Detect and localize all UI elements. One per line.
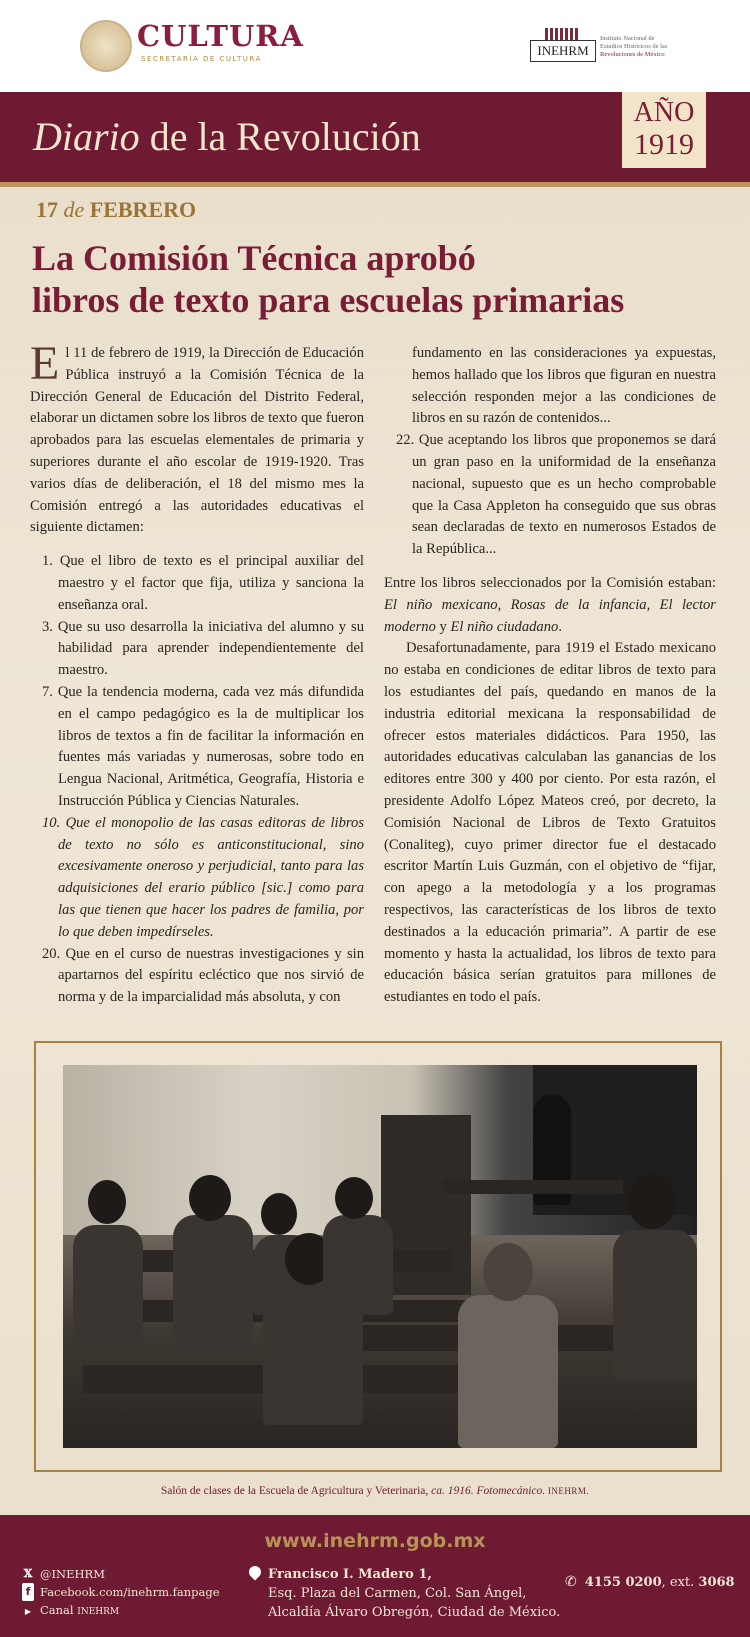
- date-month: FEBRERO: [89, 197, 197, 222]
- photo-student: [613, 1230, 697, 1380]
- facebook-link[interactable]: [22, 1583, 220, 1601]
- selected-books-paragraph: [384, 573, 716, 638]
- books-titles: El niño mexicano, Rosas de la infancia, El lector moderno: [384, 596, 716, 635]
- photo-caption: [0, 1485, 750, 1497]
- youtube-name: INEHRM: [77, 1607, 120, 1617]
- article-date: [36, 197, 196, 223]
- caption-main: Salón de clases de la Escuela de Agricultura y Veterinaria,: [160, 1485, 432, 1497]
- dictamen-item-3: 3. Que su uso desarrolla la iniciativa del alumno y su habilidad para aprender independientemente del maestro.: [42, 618, 364, 679]
- dictamen-item-20: 20. Que en el curso de nuestras investigaciones y sin apartarnos del espíritu ecléctico que nos sirvió de norma y de la imparcialidad más absoluta, y con: [42, 945, 364, 1006]
- dictamen-item-20-continued: fundamento en las consideraciones ya expuestas, hemos hallado que los libros que figuran en nuestra selección responden mejor a las condiciones de libros en su razón de contenidos...: [412, 345, 716, 427]
- photo-student: [173, 1215, 253, 1355]
- title-italic: Diario: [33, 114, 140, 159]
- intro-text: l 11 de febrero de 1919, la Dirección de Educación Pública instruyó a la Comisión Técnica de la Dirección General de Educación del Distrito Federal, elaborar un dictamen sobre los libros de texto que fueron aprobados para las escuelas elementales de primaria y superiores durante el año escolar de 1919-1920. Tras varios días de deliberación, el 18 del mismo mes la Comisión entregó a las autoridades educativas el siguiente dictamen:: [30, 345, 364, 536]
- photo-student-head: [261, 1193, 297, 1235]
- inehrm-line-1: Instituto Nacional de: [600, 35, 655, 42]
- phone-number: 4155 0200: [584, 1575, 662, 1590]
- caption-date-technique: ca. 1916. Fotomecánico.: [431, 1485, 546, 1497]
- inehrm-line-3: Revoluciones de México: [600, 51, 665, 58]
- phone-icon: ✆: [565, 1574, 577, 1590]
- inehrm-institution-name: [600, 35, 710, 59]
- youtube-prefix: Canal: [40, 1603, 78, 1617]
- dictamen-item-10: 10. Que el monopolio de las casas editoras de libros de texto no sólo es anticonstitucional, sino excesivamente oneroso y perjudicial, tanto para las adquisiciones del erario público [sic.] como para las que tienen que hacer los padres de familia, por lo que deben impedírseles.: [42, 814, 364, 940]
- dictamen-item-7: 7. Que la tendencia moderna, cada vez más difundida en el campo pedagógico es la de multiplicar los libros de textos a fin de facilitar la información en fuentes más variadas y numerosas, sobre todo en Lengua Nacional, Aritmética, Geografía, Historia e Instrucción Pública y Ciencias Naturales.: [42, 683, 364, 809]
- mexico-seal-logo: [80, 20, 132, 72]
- inehrm-line-2: Estudios Históricos de las: [600, 43, 668, 50]
- article-column-right: [384, 343, 716, 1009]
- classroom-photo: [63, 1065, 697, 1448]
- photo-student: [73, 1225, 143, 1345]
- books-last-title: El niño ciudadano: [450, 618, 559, 635]
- cultura-subtitle: SECRETARÍA DE CULTURA: [141, 55, 262, 63]
- article-headline: [32, 237, 732, 321]
- books-intro: Entre los libros seleccionados por la Comisión estaban:: [384, 574, 716, 591]
- youtube-link[interactable]: [22, 1601, 220, 1621]
- inehrm-logo: INEHRM: [530, 40, 596, 62]
- date-day: 17: [36, 197, 58, 222]
- address-line-3: Alcaldía Álvaro Obregón, Ciudad de México.: [268, 1605, 561, 1620]
- website-link[interactable]: www.inehrm.gob.mx: [264, 1530, 486, 1552]
- youtube-icon: ▶: [24, 1606, 32, 1616]
- cultura-logo-text: CULTURA: [137, 19, 304, 53]
- social-links: [22, 1565, 220, 1621]
- photo-student-head: [483, 1243, 533, 1301]
- drop-cap: E: [30, 337, 60, 390]
- address: [268, 1565, 560, 1622]
- headline-line-1: La Comisión Técnica aprobó: [32, 238, 476, 278]
- title-rest: de la Revolución: [139, 114, 421, 159]
- youtube-channel: [40, 1601, 119, 1621]
- date-de: de: [63, 197, 85, 222]
- caption-credit: INEHRM.: [545, 1486, 590, 1496]
- dictamen-item-22: 22. Que aceptando los libros que proponemos se dará un gran paso en la uniformidad de la enseñanza nacional, supuesto que es un hecho comprobable que la Casa Appleton ha conseguido que sus obras sean declaradas de texto en numerosos Estados de la República...: [396, 432, 716, 558]
- photo-student: [323, 1215, 393, 1315]
- address-line-2: Esq. Plaza del Carmen, Col. San Ángel,: [268, 1586, 527, 1601]
- year-label: AÑO: [633, 97, 695, 128]
- twitter-link[interactable]: [22, 1565, 220, 1583]
- photo-student-head: [88, 1180, 126, 1224]
- phone-ext-label: , ext.: [661, 1575, 699, 1590]
- facebook-url: Facebook.com/inehrm.fanpage: [40, 1585, 220, 1599]
- photo-student-head: [628, 1173, 676, 1229]
- publication-title: [33, 113, 421, 160]
- photo-student-head: [189, 1175, 231, 1221]
- photo-teacher-desk: [443, 1180, 623, 1194]
- books-end: .: [558, 618, 562, 635]
- phone-contact[interactable]: [565, 1574, 735, 1590]
- phone-ext: 3068: [698, 1575, 735, 1590]
- closing-paragraph: Desafortunadamente, para 1919 el Estado mexicano no estaba en condiciones de editar libros de texto para los estudiantes del país, quedando en manos de la industria editorial mexicana la responsabilidad de ofrecer estos materiales didácticos. Para 1950, las autoridades educativas calculaban las ganancias de los editores entre 300 y 400 por ciento. Por esta razón, el presidente Adolfo López Mateos creó, por decreto, la Comisión Nacional de Libros de Texto Gratuitos (Conaliteg), cuyo primer director fue el destacado escritor Martín Luis Guzmán, con el objetivo de “fijar, con apego a la metodología y a los programas respectivos, las características de los libros de texto destinados a la educación primaria”. A partir de ese momento y hasta la actualidad, los libros de texto para educación básica serían gratuitos para millones de estudiantes en todo el país.: [384, 640, 716, 1006]
- facebook-icon: f: [22, 1583, 34, 1601]
- address-street: Francisco I. Madero 1,: [268, 1567, 432, 1582]
- dictamen-item-1: 1. Que el libro de texto es el principal auxiliar del maestro y el factor que fija, utiliza y sanciona la enseñanza oral.: [42, 553, 364, 613]
- year-value: 1919: [634, 128, 694, 161]
- twitter-icon: 𝕏: [23, 1567, 33, 1580]
- year-badge: [622, 92, 706, 168]
- photo-student: [458, 1295, 558, 1448]
- headline-line-2: libros de texto para escuelas primarias: [32, 280, 625, 320]
- article-column-left: [30, 337, 364, 1009]
- books-and: y: [439, 618, 451, 635]
- twitter-handle: @INEHRM: [40, 1567, 105, 1581]
- photo-student-head: [335, 1177, 373, 1219]
- intro-paragraph: [30, 337, 364, 539]
